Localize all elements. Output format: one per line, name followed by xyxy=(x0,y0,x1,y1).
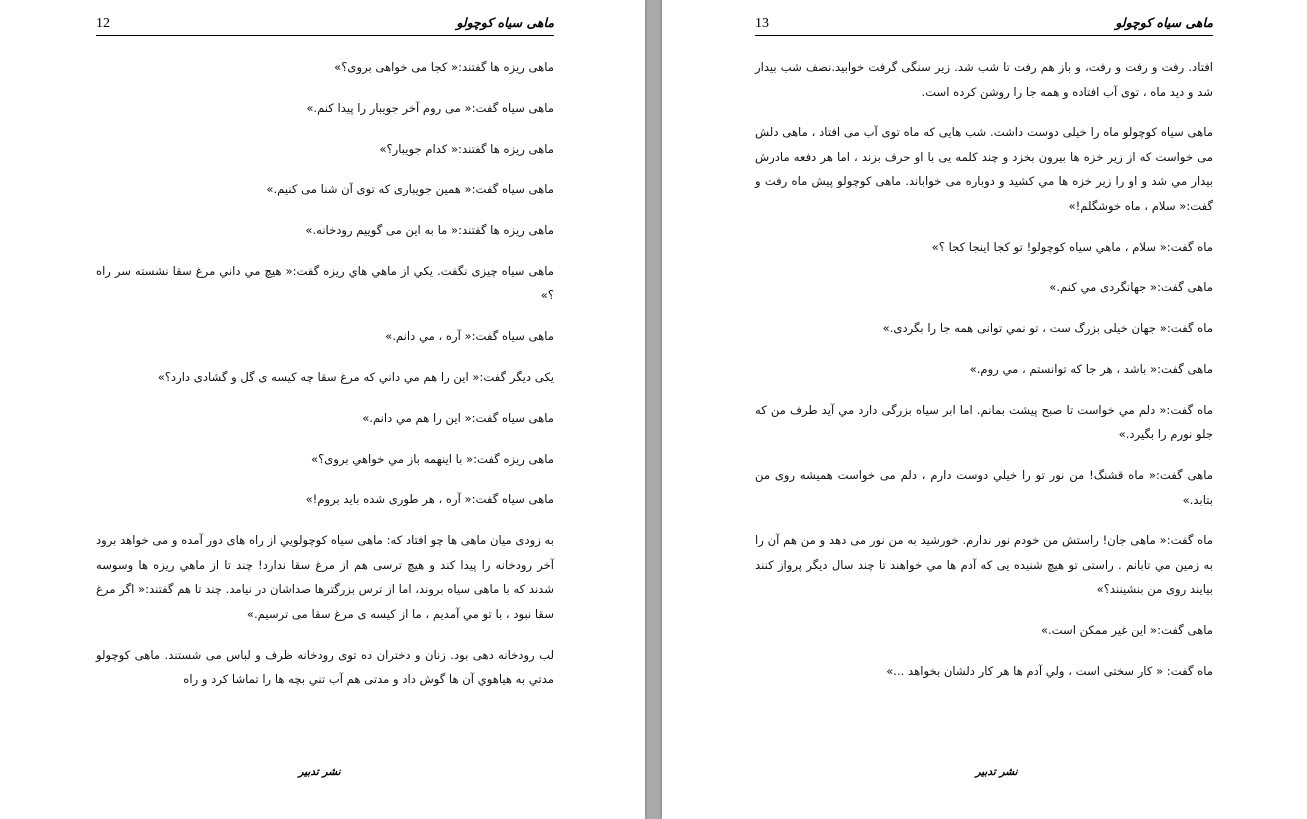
paragraph: ماه گفت:« ماهی جان! راستش من خودم نور ندارم. خورشید به من نور می دهد و من هم آن را به زمین مي تابانم . راستی تو هیچ شنیده یی که آدم ها مي خواهند تا چند سال دیگر پرواز کنند بیایند روی من بنشینند؟» xyxy=(755,533,1213,597)
paragraph: ماهی سیاه کوچولو ماه را خیلی دوست داشت. شب هایی که ماه توی آب می افتاد ، ماهی دلش می خواست که از زیر خزه ها بیرون بخزد و چند کلمه یی با او حرف بزند ، اما هر دفعه مادرش بیدار مي شد و او را زیر خزه ها مي كشید و دوباره می خواباند. ماهی کوچولو پیش ماه رفت و گفت:« سلام ، ماه خوشگلم!» xyxy=(755,125,1213,213)
page-header xyxy=(755,14,1213,36)
paragraph: به زودی میان ماهی ها چو افتاد که: ماهی سیاه کوچولويي از راه های دور آمده و می خواهد برود آخر رودخانه را پیدا کند و هیچ ترسی هم از مرغ سقا ندارد! چند تا از ماهي ریزه ها وسوسه شدند که با ماهی سیاه بروند، اما از ترس بزرگترها صداشان در نیامد. چند تا هم گفتند:« اگر مرغ سقا نبود ، با تو مي آمدیم ، ما از کیسه ی مرغ سقا می ترسیم.» xyxy=(96,533,554,621)
page-footer: نشر تدبیر xyxy=(298,766,341,778)
paragraph: ماه گفت:« دلم مي خواست تا صبح پیشت بمانم. اما ابر سیاه بزرگی دارد مي آید طرف من که جلو نورم را بگیرد.» xyxy=(755,402,1213,442)
paragraph: ماهی سیاه گفت:« می روم آخر جویبار را پیدا کنم.» xyxy=(306,100,554,115)
paragraph: ماهی گفت:« این غیر ممکن است.» xyxy=(1040,623,1213,638)
page-number: 13 xyxy=(755,16,769,31)
paragraph: ماه گفت: « کار سختی است ، ولي آدم ها هر کار دلشان بخواهد ...» xyxy=(886,663,1213,678)
paragraph: ماهی گفت:« باشد ، هر جا که توانستم ، مي روم.» xyxy=(969,361,1213,376)
paragraph: ماهی ریزه ها گفتند:« ما به این می گوییم رودخانه.» xyxy=(305,223,554,238)
page-body xyxy=(96,55,554,708)
running-title: ماهی سیاه کوچولو xyxy=(456,15,554,30)
paragraph: ماهی گفت:« ماه قشنگ! من نور تو را خیلي دوست دارم ، دلم می خواست همیشه روی من بتابد.» xyxy=(755,468,1213,507)
paragraph: افتاد. رفت و رفت و رفت، و باز هم رفت تا شب شد. زیر سنگی گرفت خوابید.نصف شب بیدار شد و دید ماه ، توی آب افتاده و همه جا را روشن کرده است. xyxy=(755,60,1213,99)
paragraph: ماهی سیاه گفت:« این را هم مي دانم.» xyxy=(362,410,554,425)
paragraph: ماهی ریزه ها گفتند:« کدام جویبار؟» xyxy=(379,141,554,156)
paragraph: ماهی سیاه چیزی نگفت. یکي از ماهي هاي ریزه گفت:« هیچ مي داني مرغ سقا نشسته سر راه ؟» xyxy=(96,263,554,303)
paragraph: ماهی سیاه گفت:« همین جویباری که توی آن شنا می کنیم.» xyxy=(266,182,554,197)
paragraph: لب رودخانه دهی بود. زنان و دختران ده توی رودخانه ظرف و لباس می شستند. ماهی کوچولو مدتي به هیاهوي آن ها گوش داد و مدتی هم آب تني بچه ها را تماشا کرد و راه xyxy=(96,647,554,687)
running-title: ماهی سیاه کوچولو xyxy=(1115,15,1213,30)
page-right xyxy=(662,0,1307,819)
page-footer: نشر تدبیر xyxy=(975,766,1018,778)
paragraph: ماهی ریزه ها گفتند:« کجا می خواهی بروی؟» xyxy=(334,60,554,74)
paragraph: ماهی سیاه گفت:« آره ، مي دانم.» xyxy=(385,329,554,344)
page-number: 12 xyxy=(96,16,110,31)
paragraph: ماه گفت:« جهان خیلی بزرگ ست ، تو نمي توانی همه جا را بگردی.» xyxy=(882,321,1213,336)
paragraph: یکی دیگر گفت:« این را هم مي داني که مرغ سقا چه کیسه ی گل و گشادی دارد؟» xyxy=(157,370,554,385)
paragraph: ماهی سیاه گفت:« آره ، هر طوری شده باید بروم!» xyxy=(305,492,554,507)
page-body xyxy=(755,55,1213,700)
paragraph: ماه گفت:« سلام ، ماهي سیاه کوچولو! تو کجا اینجا کجا ؟» xyxy=(931,239,1213,254)
page-left xyxy=(0,0,645,819)
paragraph: ماهی ریزه گفت:« با اینهمه باز مي خواهي بروی؟» xyxy=(311,451,554,466)
paragraph: ماهی گفت:« جهانگردی مي کنم.» xyxy=(1049,280,1213,295)
page-header xyxy=(96,14,554,36)
